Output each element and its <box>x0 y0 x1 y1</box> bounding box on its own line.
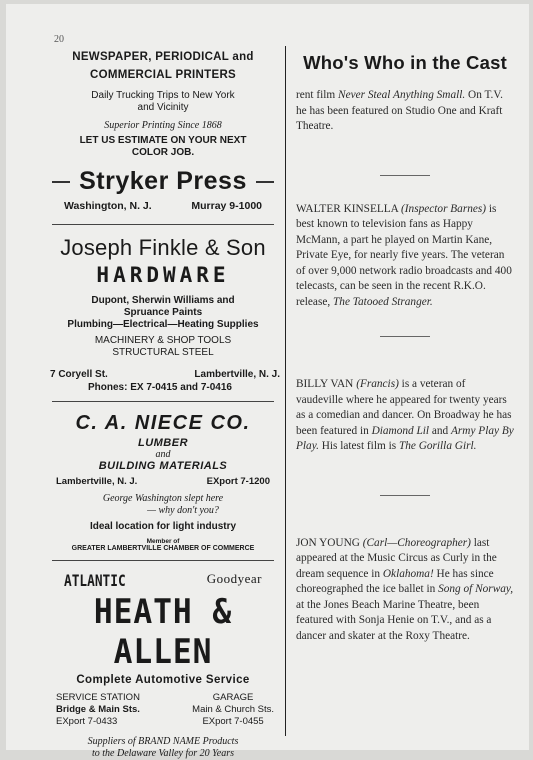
program-page <box>6 4 529 759</box>
film-title: The Gorilla Girl. <box>398 440 477 452</box>
paints-line: Spruance Paints <box>123 307 203 318</box>
company-name: C. A. NIECE CO. <box>75 412 251 434</box>
garage-label: GARAGE <box>212 692 254 703</box>
entry-text: at the Jones Beach Marine Theatre, been featured with Sonja Henie on T.V., and as a dancer and skater at the Roxy Theatre. <box>296 598 492 642</box>
entry-divider <box>380 336 430 337</box>
materials-line: BUILDING MATERIALS <box>98 460 228 472</box>
entry-text: On T.V. he has been featured on Studio One and Kraft Theatre. <box>296 89 503 132</box>
advertisements-column <box>44 48 282 760</box>
goodyear-logo: Goodyear <box>206 571 262 586</box>
entry-text: rent film <box>296 89 339 101</box>
entry-text: He has since choreographed the ice ballet in <box>296 567 494 595</box>
entry-divider <box>380 175 430 176</box>
slogan-line: George Washington slept here <box>102 493 224 504</box>
ad-divider <box>52 224 274 225</box>
role: (Inspector Barnes) <box>401 202 487 215</box>
page-number: 20 <box>54 34 64 45</box>
entry-text: is best known to television fans as Happy McMann, a part he played on Martin Kane, Private Eye, for nearly five years. The veteran of over 9,000 network radio broadcasts and 400 telecasts, can be seen in the recent R.K.O. release, <box>296 202 512 308</box>
company-name: Joseph Finkle & Son <box>60 235 266 260</box>
company-name: HEATH & ALLEN <box>93 592 233 672</box>
cast-entry-van <box>296 377 514 455</box>
ad-divider <box>52 401 274 402</box>
contact-row <box>64 200 262 212</box>
actor-name: JON YOUNG <box>296 536 360 549</box>
cast-entry-continued <box>296 88 514 135</box>
show-title: Army Play By Play. <box>296 424 514 452</box>
and-word: and <box>155 449 171 460</box>
paints-text <box>44 295 282 331</box>
steel-line: STRUCTURAL STEEL <box>112 347 214 358</box>
garage <box>192 692 274 728</box>
brand-row <box>64 571 262 590</box>
slogan-line: — why don't you? <box>147 505 219 516</box>
supplies-line: Plumbing—Electrical—Heating Supplies <box>67 319 259 330</box>
trucking-line: Daily Trucking Trips to New York <box>91 90 235 101</box>
member-of: Member of <box>146 538 180 545</box>
service-station <box>56 692 140 728</box>
ad-divider <box>52 560 274 561</box>
entry-text: is a veteran of vaudeville where he appeared for twenty years as a comedian and dancer. On Broadway he has been featured in <box>296 378 512 437</box>
role: (Carl—Choreographer) <box>362 536 471 549</box>
entry-text: last appeared at the Music Circus as Curly in the dream sequence in <box>296 536 497 580</box>
address: 7 Coryell St. <box>50 369 108 380</box>
estimate-text <box>44 135 282 159</box>
ideal-location: Ideal location for light industry <box>89 521 237 532</box>
show-title: Song of Norway, <box>438 583 514 595</box>
phone: Murray 9-1000 <box>191 200 262 212</box>
station-phone: EXport 7-0433 <box>56 716 118 727</box>
lumber-line: LUMBER <box>137 437 189 449</box>
show-title: Oklahoma! <box>382 567 434 580</box>
slogan <box>44 493 282 517</box>
contact-row <box>56 476 270 487</box>
address-row <box>50 369 280 380</box>
ad-text <box>44 90 282 114</box>
actor-name: BILLY VAN <box>296 378 354 390</box>
station-label: SERVICE STATION <box>56 692 140 703</box>
estimate-line: LET US ESTIMATE ON YOUR NEXT <box>79 135 247 146</box>
garage-phone: EXport 7-0455 <box>202 716 264 727</box>
tools-line: MACHINERY & SHOP TOOLS <box>94 335 232 346</box>
station-address: Bridge & Main Sts. <box>56 704 140 715</box>
city: Lambertville, N. J. <box>56 476 138 487</box>
section-title: Who's Who in the Cast <box>303 52 507 73</box>
actor-name: WALTER KINSELLA <box>296 202 399 215</box>
film-title: Never Steal Anything Small. <box>338 89 466 101</box>
phone: EXport 7-1200 <box>206 476 270 487</box>
paints-line: Dupont, Sherwin Williams and <box>91 295 235 306</box>
city: Washington, N. J. <box>64 200 152 212</box>
ad-heath-allen <box>44 571 282 760</box>
phones: Phones: EX 7-0415 and 7-0416 <box>88 382 232 393</box>
garage-address: Main & Church Sts. <box>192 704 274 715</box>
entry-divider <box>380 495 430 496</box>
trucking-line: and Vicinity <box>137 102 189 113</box>
suppliers-line: Suppliers of BRAND NAME Products <box>87 736 239 747</box>
suppliers-line: to the Delaware Valley for 20 Years <box>91 748 235 759</box>
suppliers-text <box>44 736 282 760</box>
atlantic-logo: ATLANTIC <box>64 571 126 590</box>
ad-stryker-press <box>44 48 282 212</box>
ad-niece-lumber <box>44 412 282 552</box>
company-name: Stryker Press <box>44 167 282 196</box>
ad-headline: COMMERCIAL PRINTERS <box>89 69 237 81</box>
ad-finkle-hardware <box>44 235 282 393</box>
cast-entry-kinsella <box>296 202 514 311</box>
show-title: Diamond Lil <box>371 424 430 437</box>
estimate-line: COLOR JOB. <box>131 147 195 158</box>
entry-text: His latest film is <box>318 440 399 452</box>
business-type: HARDWARE <box>96 263 230 287</box>
ad-headline: NEWSPAPER, PERIODICAL and <box>72 51 254 63</box>
chamber-name: GREATER LAMBERTVILLE CHAMBER OF COMMERCE <box>71 545 255 552</box>
cast-column <box>296 52 514 644</box>
role: (Francis) <box>356 378 399 390</box>
tools-text <box>44 335 282 359</box>
city: Lambertville, N. J. <box>194 369 280 380</box>
cast-entry-young <box>296 536 514 645</box>
column-divider <box>285 46 286 736</box>
film-title: The Tatooed Stranger. <box>333 295 433 308</box>
entry-text: and <box>429 424 451 437</box>
since-line: Superior Printing Since 1868 <box>104 120 222 131</box>
locations <box>56 692 274 728</box>
service-line: Complete Automotive Service <box>76 674 250 686</box>
